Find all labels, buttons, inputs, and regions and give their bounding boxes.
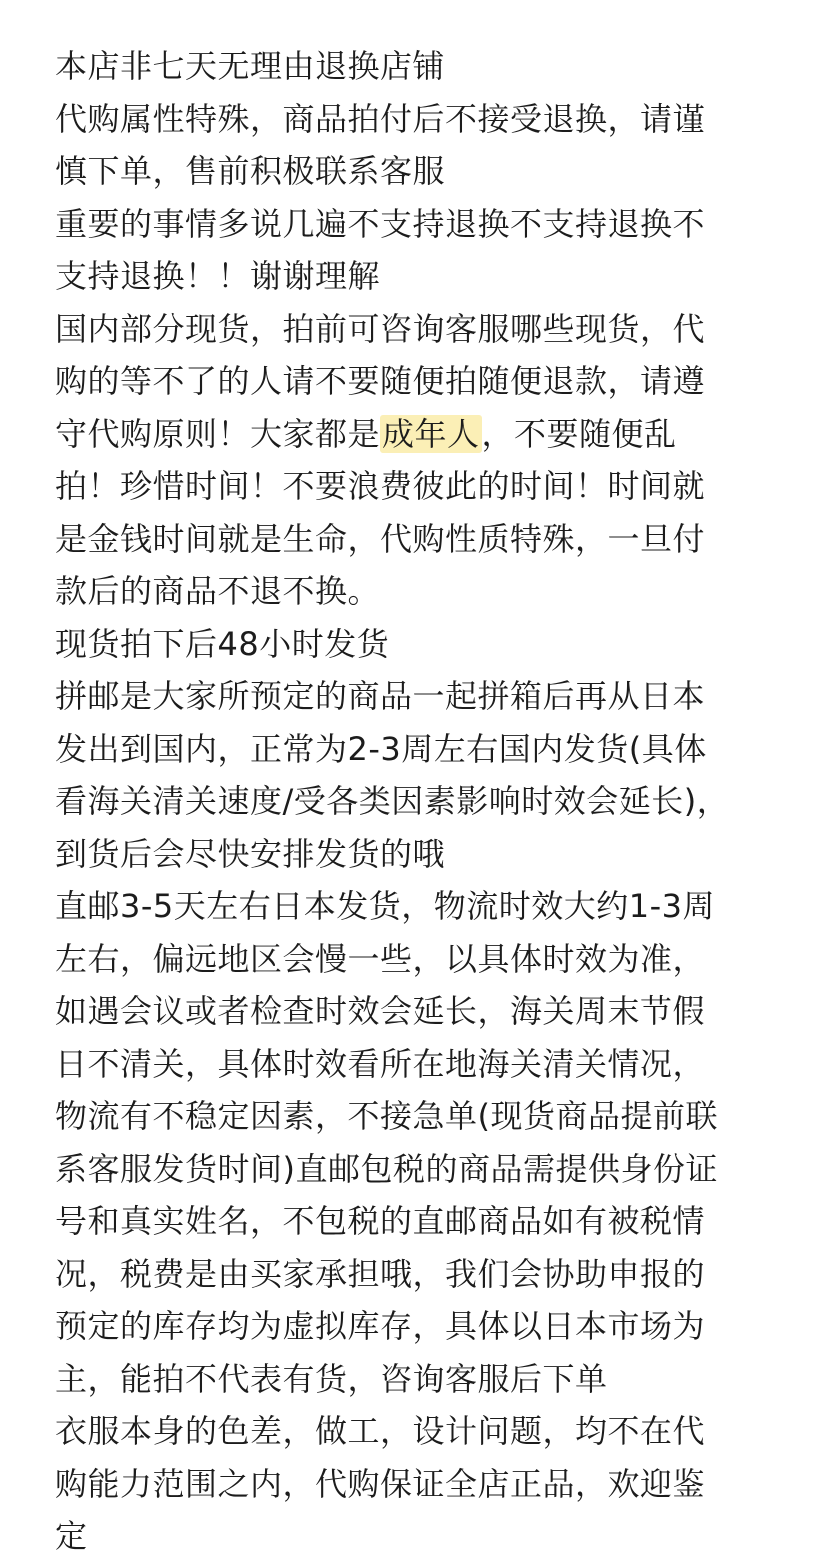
- notice-line: 定: [55, 1517, 88, 1555]
- notice-line: 重要的事情多说几遍不支持退换不支持退换不: [55, 204, 706, 243]
- notice-line: 主，能拍不代表有货，咨询客服后下单: [55, 1359, 608, 1398]
- notice-line: 物流有不稳定因素，不接急单(现货商品提前联: [55, 1097, 718, 1135]
- notice-line: 左右，偏远地区会慢一些，以具体时效为准，: [55, 939, 706, 978]
- notice-text: 守代购原则！大家都是: [55, 414, 381, 453]
- notice-text: ，不要随便乱: [481, 414, 677, 453]
- notice-line: 购的等不了的人请不要随便拍随便退款，请遵: [55, 362, 706, 400]
- notice-line: 如遇会议或者检查时效会延长，海关周末节假: [55, 992, 706, 1030]
- notice-line: 是金钱时间就是生命，代购性质特殊，一旦付: [55, 519, 706, 558]
- notice-line: 代购属性特殊，商品拍付后不接受退换，请谨: [55, 99, 706, 138]
- notice-line: 系客服发货时间)直邮包税的商品需提供身份证: [55, 1149, 718, 1188]
- notice-line: 日不清关，具体时效看所在地海关清关情况，: [55, 1044, 706, 1083]
- notice-line: 况，税费是由买家承担哦，我们会协助申报的: [55, 1254, 706, 1293]
- notice-line: 直邮3-5天左右日本发货，物流时效大约1-3周: [55, 887, 716, 925]
- notice-line: 到货后会尽快安排发货的哦: [55, 834, 446, 873]
- notice-line: 支持退换！！谢谢理解: [55, 257, 381, 295]
- notice-line: 预定的库存均为虚拟库存，具体以日本市场为: [55, 1307, 706, 1345]
- highlighted-phrase: 成年人: [382, 414, 480, 453]
- notice-line: 购能力范围之内，代购保证全店正品，欢迎鉴: [55, 1464, 706, 1503]
- notice-line: 衣服本身的色差，做工，设计问题，均不在代: [55, 1412, 706, 1450]
- notice-line: 拍！珍惜时间！不要浪费彼此的时间！时间就: [55, 467, 706, 505]
- notice-line: 发出到国内，正常为2-3周左右国内发货(具体: [55, 729, 707, 768]
- notice-line: 看海关清关速度/受各类因素影响时效会延长)，: [55, 782, 730, 820]
- notice-line: 本店非七天无理由退换店铺: [55, 47, 446, 85]
- notice-line: 款后的商品不退不换。: [55, 572, 381, 610]
- notice-line: 国内部分现货，拍前可咨询客服哪些现货，代: [55, 309, 706, 348]
- notice-line: 慎下单，售前积极联系客服: [55, 152, 446, 190]
- notice-line: 拼邮是大家所预定的商品一起拼箱后再从日本: [55, 677, 706, 715]
- notice-line: 现货拍下后48小时发货: [55, 624, 390, 663]
- notice-line: 号和真实姓名，不包税的直邮商品如有被税情: [55, 1202, 706, 1240]
- store-policy-notice: [55, 40, 775, 1563]
- notice-line-highlighted: [55, 408, 775, 461]
